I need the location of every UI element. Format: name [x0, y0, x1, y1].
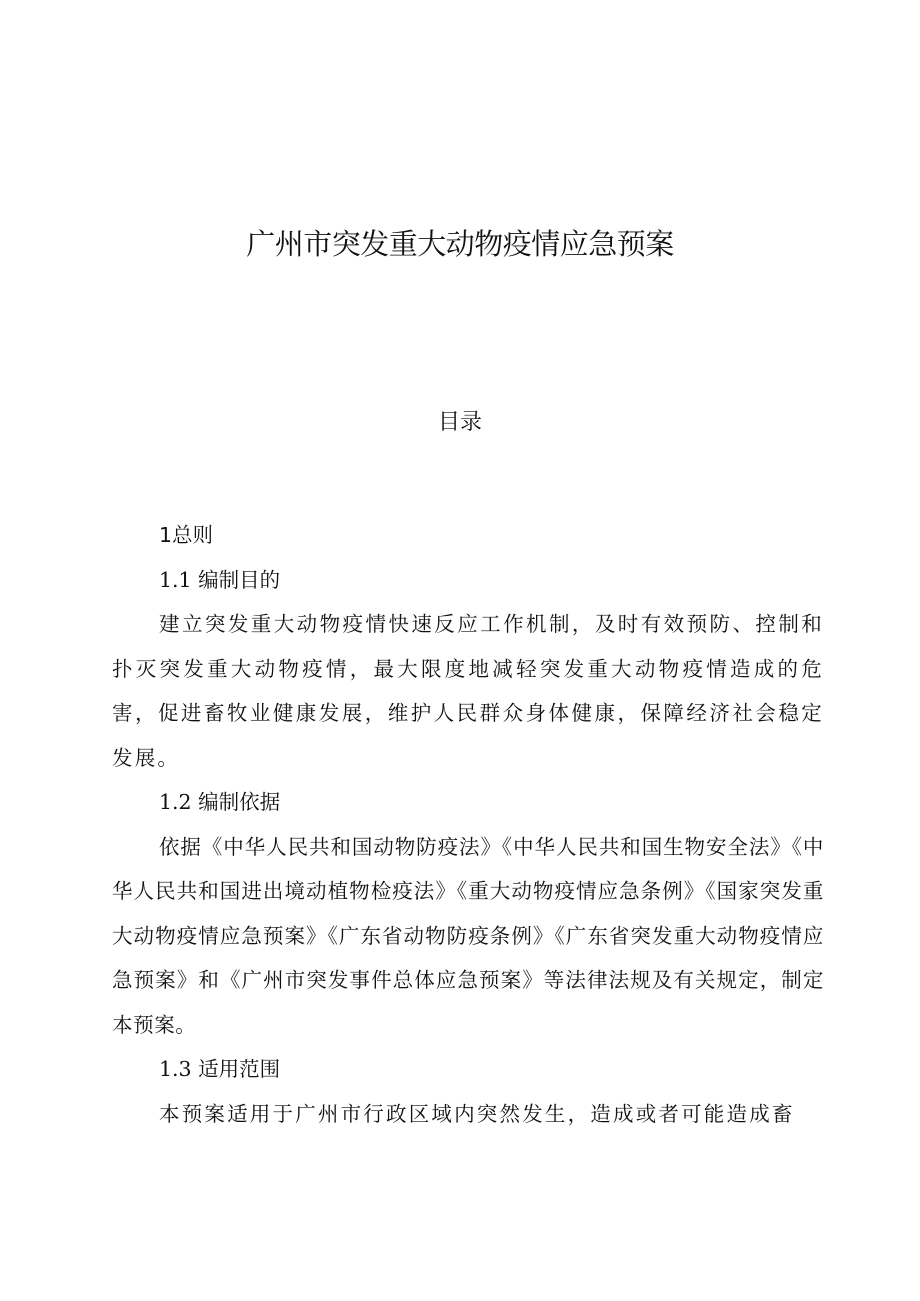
- section-body-scope: 本预案适用于广州市行政区域内突然发生，造成或者可能造成畜: [159, 1101, 795, 1126]
- section-heading-general: 1总则: [159, 523, 214, 547]
- toc-title: 目录: [437, 410, 482, 435]
- document-body: [112, 513, 824, 1136]
- document-title: 广州市突发重大动物疫情应急预案: [246, 227, 674, 261]
- section-body-basis: 依据《中华人民共和国动物防疫法》《中华人民共和国生物安全法》《中华人民共和国进出境动植物检疫法》《重大动物疫情应急条例》《国家突发重大动物疫情应急预案》《广东省动物防疫条例》《广东省突发重大动物疫情应急预案》和《广州市突发事件总体应急预案》等法律法规及有关规定，制定本预案。: [112, 834, 824, 1037]
- section-heading-basis: 1.2 编制依据: [159, 790, 281, 814]
- section-heading-scope: 1.3 适用范围: [159, 1057, 281, 1081]
- section-heading-purpose: 1.1 编制目的: [159, 567, 281, 592]
- section-body-purpose: 建立突发重大动物疫情快速反应工作机制，及时有效预防、控制和扑灭突发重大动物疫情，最大限度地减轻突发重大动物疫情造成的危害，促进畜牧业健康发展，维护人民群众身体健康，保障经济社会稳定发展。: [112, 612, 824, 770]
